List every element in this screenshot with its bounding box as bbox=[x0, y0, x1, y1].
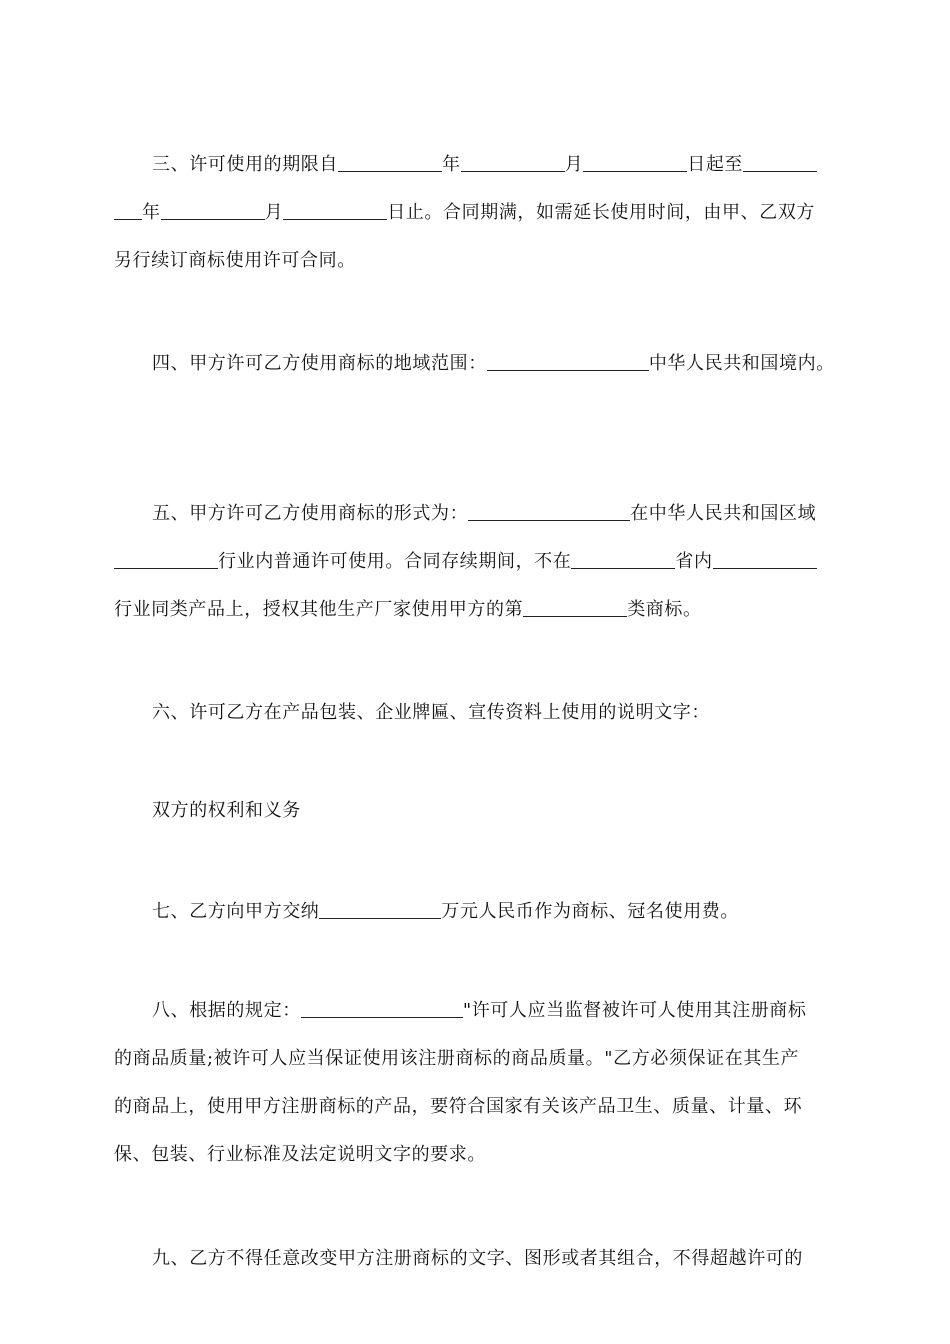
blank-field bbox=[319, 900, 441, 919]
blank-field bbox=[338, 153, 442, 172]
clause-6: 六、许可乙方在产品包装、企业牌匾、宣传资料上使用的说明文字： bbox=[152, 702, 710, 723]
section-heading: 双方的权利和义务 bbox=[152, 800, 301, 821]
blank-field bbox=[114, 201, 142, 220]
blank-field bbox=[523, 598, 627, 617]
blank-field bbox=[461, 153, 565, 172]
blank-field bbox=[301, 999, 463, 1018]
clause-3-text: 三、许可使用的期限自 bbox=[152, 154, 338, 175]
blank-field bbox=[114, 550, 218, 569]
clause-7: 七、乙方向甲方交纳 万元人民币作为商标、冠名使用费。 bbox=[152, 901, 740, 922]
blank-field bbox=[487, 352, 649, 371]
blank-field bbox=[468, 502, 630, 521]
blank-field bbox=[571, 550, 675, 569]
clause-3-line-3: 另行续订商标使用许可合同。 bbox=[114, 250, 356, 271]
clause-8: 八、根据的规定： "许可人应当监督被许可人使用其注册商标 的商品质量;被许可人应当保证使用该注册商标的商品质量。"乙方必须保证在其生产 的商品上，使用甲方注册商标的产品，要符合国家有关该产品卫生、质量、计量、环 保、包装、行业标准及法定说明文字的要求。 bbox=[114, 1000, 807, 1165]
blank-field bbox=[713, 550, 817, 569]
blank-field bbox=[283, 201, 387, 220]
clause-9: 九、乙方不得任意改变甲方注册商标的文字、图形或者其组合，不得超越许可的 bbox=[152, 1248, 803, 1269]
clause-3: 三、许可使用的期限自 年 月 日起至 年 月 日止。合同期满，如需延长使用时间，由甲、乙双方 另行续订商标使用许可合同。 bbox=[114, 141, 838, 285]
blank-field bbox=[743, 153, 817, 172]
blank-field bbox=[161, 201, 265, 220]
clause-4: 四、甲方许可乙方使用商标的地域范围： 中华人民共和国境内。 bbox=[152, 353, 835, 374]
blank-field bbox=[583, 153, 687, 172]
clause-5: 五、甲方许可乙方使用商标的形式为： 在中华人民共和国区域 行业内普通许可使用。合同存续期间，不在 省内 行业同类产品上，授权其他生产厂家使用甲方的第 类商标。 bbox=[114, 503, 817, 620]
